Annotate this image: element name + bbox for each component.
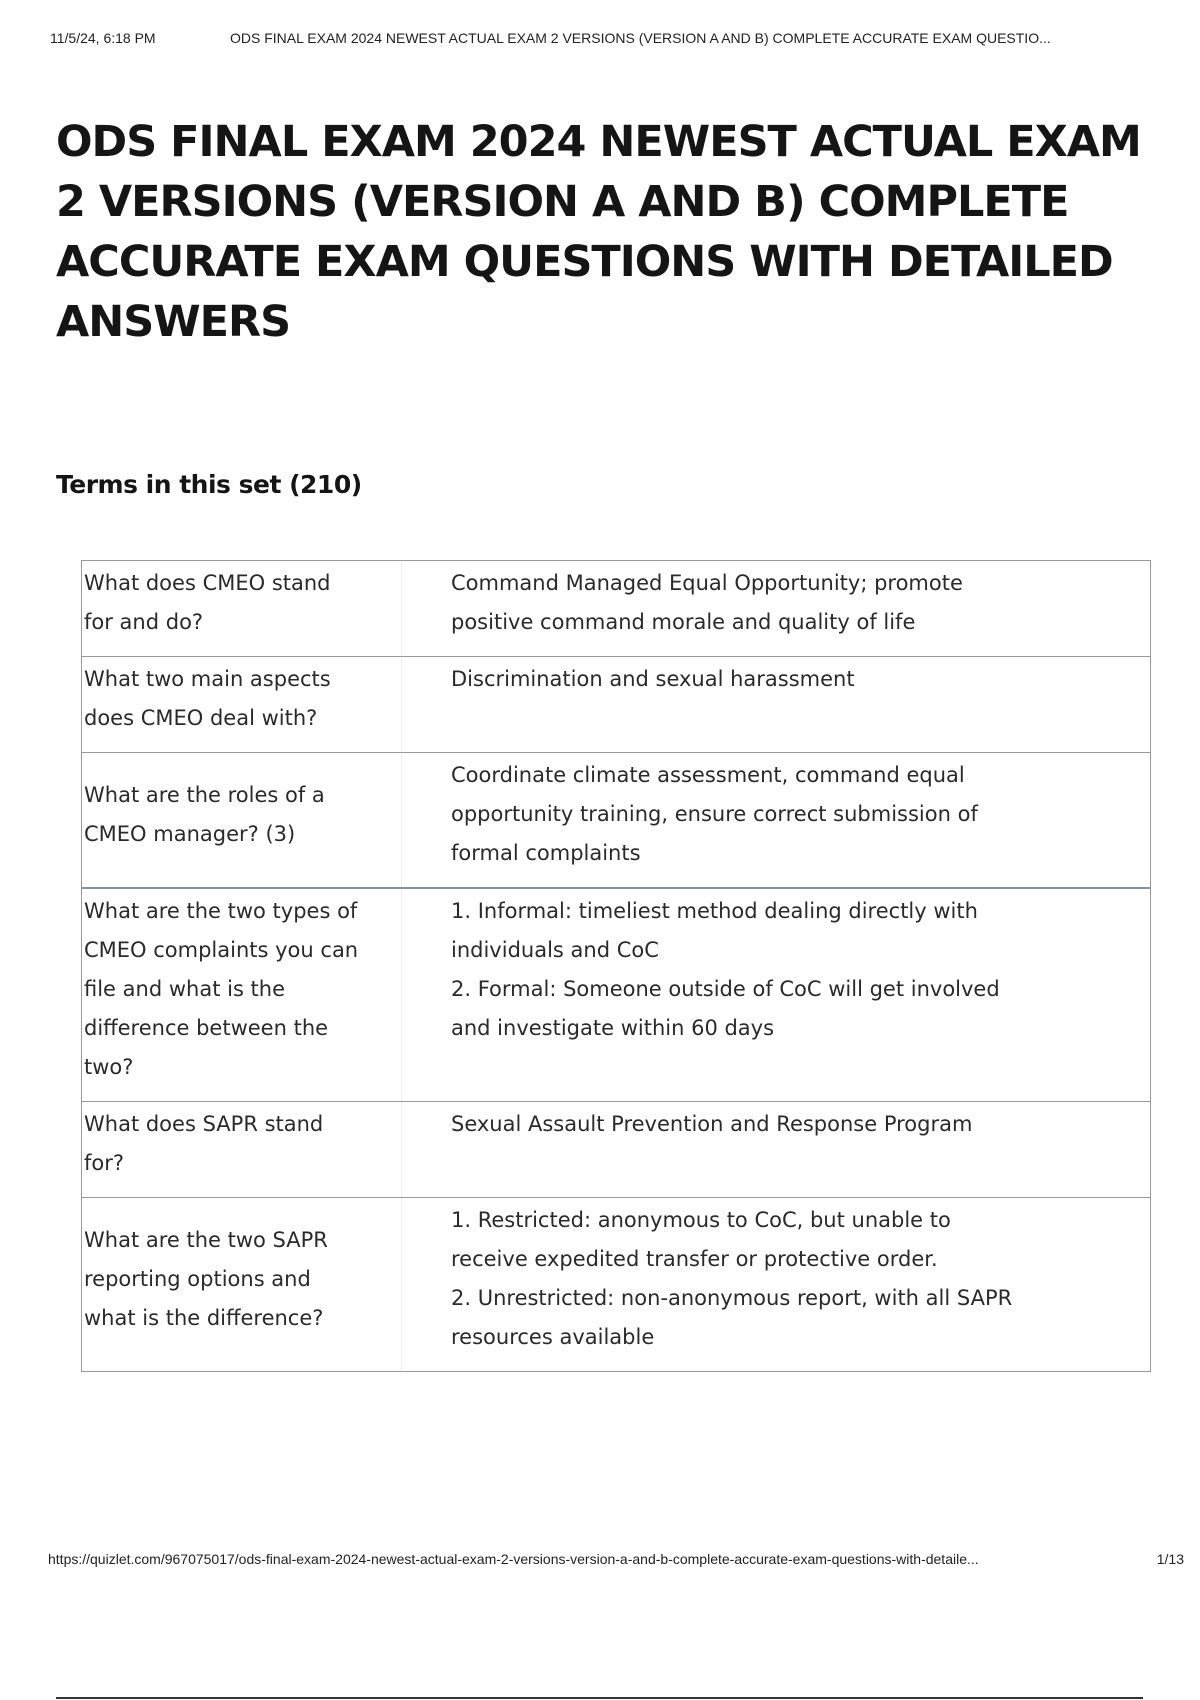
print-doc-title: ODS FINAL EXAM 2024 NEWEST ACTUAL EXAM 2 VERSIONS (VERSION A AND B) COMPLETE ACCURATE EXAM QUESTIO... <box>230 30 1051 46</box>
definition-line: receive expedited transfer or protective order. <box>451 1247 938 1271</box>
definition-cell <box>402 1102 1150 1197</box>
term-cell <box>82 1102 402 1197</box>
term-cell <box>82 889 402 1101</box>
definition-cell <box>402 1198 1150 1371</box>
term-line: What are the two types of <box>84 899 358 923</box>
definition-line: 1. Informal: timeliest method dealing directly with <box>451 899 978 923</box>
print-url: https://quizlet.com/967075017/ods-final-exam-2024-newest-actual-exam-2-versions-version-a-and-b-complete-accurate-exam-questions-with-detaile... <box>48 1551 979 1567</box>
term-cell <box>82 753 402 887</box>
bottom-divider <box>56 1697 1143 1699</box>
table-row <box>82 1198 1150 1371</box>
print-timestamp: 11/5/24, 6:18 PM <box>50 30 156 46</box>
page-number: 1/13 <box>1156 1551 1184 1567</box>
table-row <box>82 657 1150 753</box>
term-line: What two main aspects <box>84 667 331 691</box>
term-line: difference between the <box>84 1016 329 1040</box>
definition-cell <box>402 657 1150 752</box>
term-line: What are the two SAPR <box>84 1227 328 1252</box>
term-cell <box>82 561 402 656</box>
term-line: for and do? <box>84 610 204 634</box>
term-line: CMEO manager? (3) <box>84 821 296 846</box>
table-row <box>82 1102 1150 1198</box>
table-row <box>82 561 1150 657</box>
definition-line: resources available <box>451 1325 655 1349</box>
print-header <box>50 30 1170 50</box>
terms-table <box>81 560 1151 1372</box>
definition-cell <box>402 753 1150 887</box>
term-line: What does CMEO stand <box>84 571 331 595</box>
definition-line: formal complaints <box>451 841 641 865</box>
term-cell <box>82 1198 402 1371</box>
definition-line: Command Managed Equal Opportunity; promote <box>451 571 963 595</box>
print-footer <box>48 1551 1184 1571</box>
term-line: What does SAPR stand <box>84 1112 324 1136</box>
term-line: What are the roles of a <box>84 782 325 807</box>
definition-line: Coordinate climate assessment, command equal <box>451 763 965 787</box>
term-line: file and what is the <box>84 977 286 1001</box>
definition-cell <box>402 561 1150 656</box>
definition-line: and investigate within 60 days <box>451 1016 775 1040</box>
term-line: reporting options and <box>84 1266 311 1291</box>
definition-line: positive command morale and quality of life <box>451 610 916 634</box>
term-line: what is the difference? <box>84 1305 324 1330</box>
term-cell <box>82 657 402 752</box>
definition-line: 1. Restricted: anonymous to CoC, but unable to <box>451 1208 951 1232</box>
definition-line: individuals and CoC <box>451 938 659 962</box>
definition-line: Sexual Assault Prevention and Response Program <box>451 1112 973 1136</box>
page-title: ODS FINAL EXAM 2024 NEWEST ACTUAL EXAM 2 VERSIONS (VERSION A AND B) COMPLETE ACCURATE EXAM QUESTIONS WITH DETAILED ANSWERS <box>56 117 1141 347</box>
definition-line: 2. Unrestricted: non-anonymous report, with all SAPR <box>451 1286 1013 1310</box>
definition-line: Discrimination and sexual harassment <box>451 667 855 691</box>
term-line: does CMEO deal with? <box>84 706 318 730</box>
definition-line: opportunity training, ensure correct submission of <box>451 802 978 826</box>
definition-line: 2. Formal: Someone outside of CoC will get involved <box>451 977 1000 1001</box>
table-row <box>82 889 1150 1102</box>
term-line: two? <box>84 1055 134 1079</box>
definition-cell <box>402 889 1150 1101</box>
terms-heading: Terms in this set (210) <box>56 470 362 499</box>
term-line: CMEO complaints you can <box>84 938 359 962</box>
table-row <box>82 753 1150 889</box>
term-line: for? <box>84 1151 125 1175</box>
